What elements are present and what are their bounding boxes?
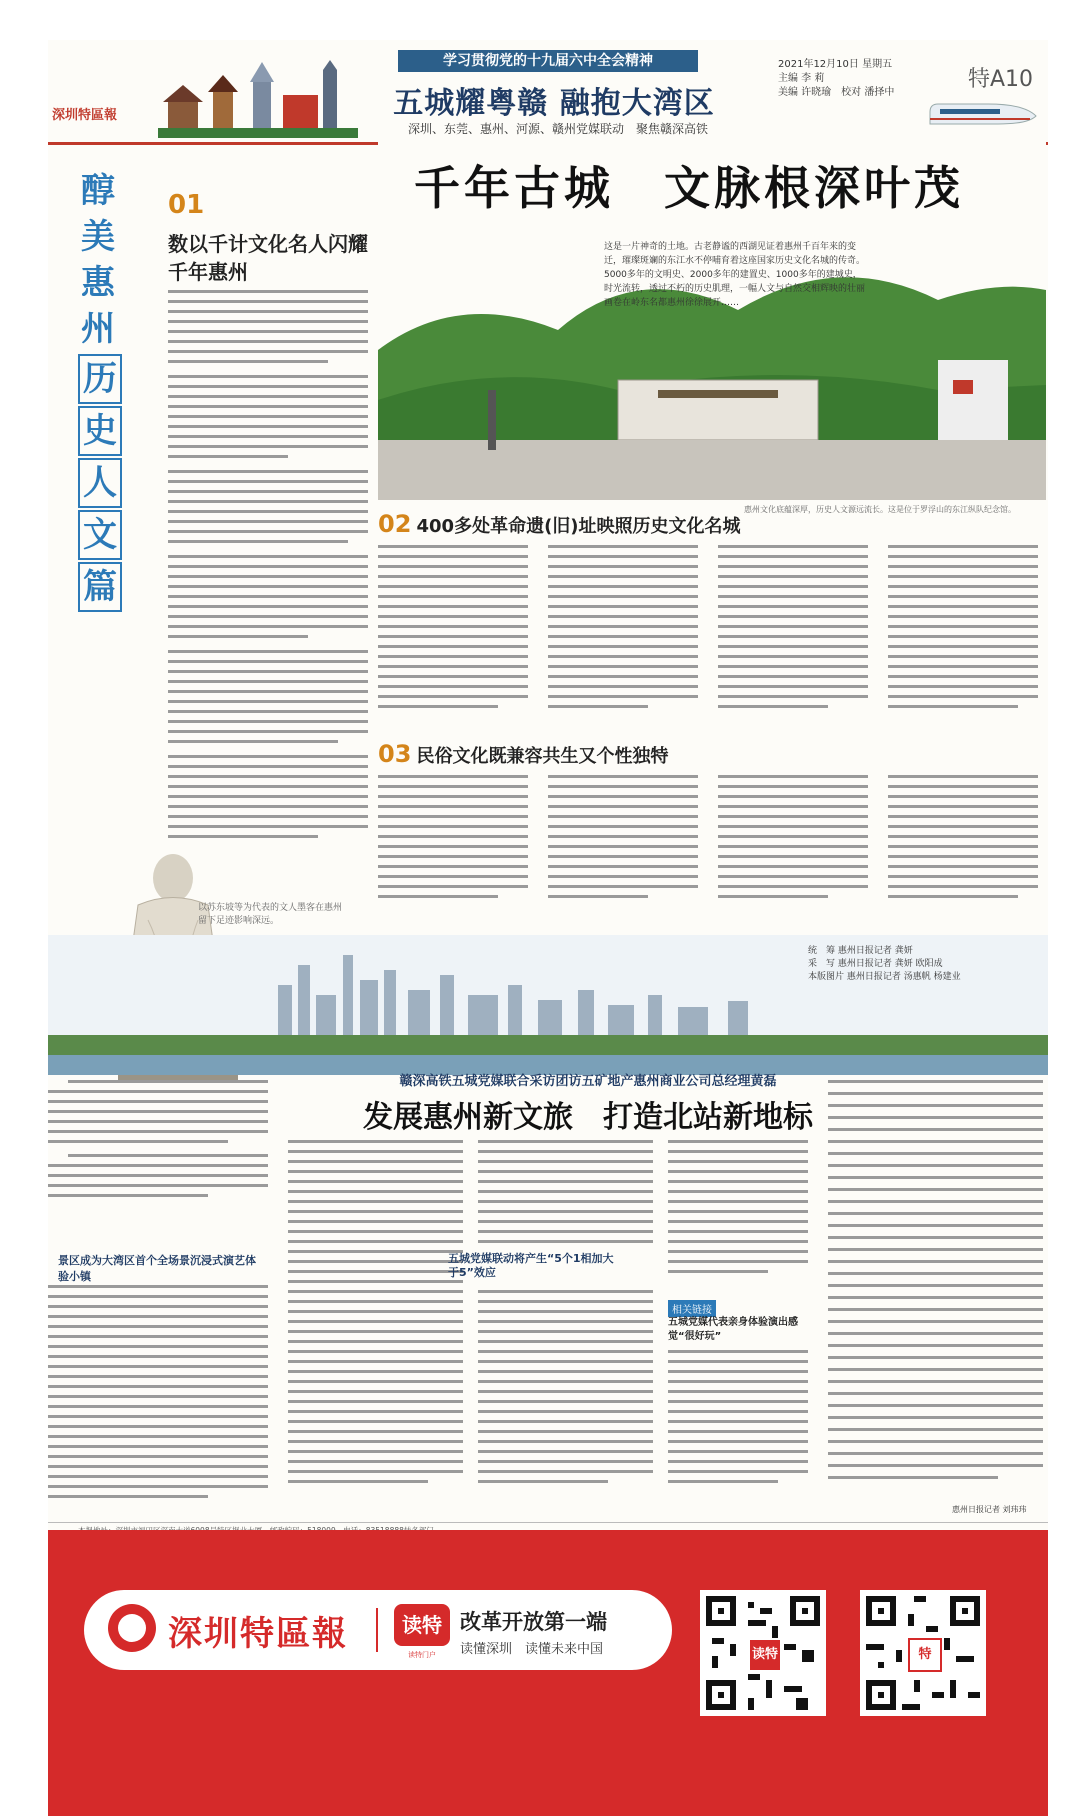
body-text-block bbox=[378, 545, 1046, 725]
newspaper-page bbox=[48, 40, 1048, 1530]
main-headline: 千年古城 文脉根深叶茂 bbox=[414, 161, 964, 215]
app-badge: 读特 bbox=[394, 1604, 450, 1646]
lower-kicker: 赣深高铁五城党媒联合采访团访五矿地产惠州商业公司总经理黄磊 bbox=[399, 1074, 777, 1089]
qr-code-newspaper[interactable] bbox=[860, 1590, 986, 1716]
banner-subtitle: 深圳、东莞、惠州、河源、赣州党媒联动 聚焦赣深高铁 bbox=[407, 122, 708, 136]
photo-caption: 惠州文化底蕴深厚，历史人文源远流长。这是位于罗浮山的东江纵队纪念馆。 bbox=[744, 505, 1016, 514]
vtitle-char: 惠 bbox=[81, 263, 115, 303]
page-header bbox=[48, 40, 1048, 145]
credit-line: 统 筹 惠州日报记者 龚妍 bbox=[808, 946, 913, 956]
vtitle-boxed-char: 人 bbox=[78, 458, 122, 508]
author-byline: 惠州日报记者 刘玮玮 bbox=[952, 1505, 1027, 1514]
body-text-block bbox=[48, 1285, 278, 1515]
landmark-skyline-image bbox=[158, 60, 358, 138]
section02-number: 02 bbox=[378, 510, 412, 538]
credit-line: 本版图片 惠州日报记者 汤惠帆 杨建业 bbox=[808, 972, 961, 982]
subhead-1: 景区成为大湾区首个全场景沉浸式演艺体验小镇 bbox=[58, 1254, 256, 1283]
body-text-block bbox=[668, 1350, 808, 1510]
divider bbox=[376, 1608, 378, 1652]
subhead-2: 五城党媒联动将产生“5个1相加大于5”效应 bbox=[448, 1252, 614, 1279]
related-link-title: 五城党媒代表亲身体验演出感觉“很好玩” bbox=[668, 1317, 798, 1342]
brand-pill bbox=[84, 1590, 672, 1670]
vtitle-boxed-char: 历 bbox=[78, 354, 122, 404]
slogan-sub: 读懂深圳 读懂未来中国 bbox=[460, 1642, 604, 1657]
related-link-label: 相关链接 bbox=[668, 1300, 716, 1317]
vtitle-boxed-char: 篇 bbox=[78, 562, 122, 612]
body-text-block bbox=[668, 1140, 808, 1290]
banner-headline: 五城耀粤赣 融抱大湾区 bbox=[393, 86, 715, 121]
section01-title: 数以千计文化名人闪耀千年惠州 bbox=[168, 232, 368, 284]
body-text-block bbox=[828, 1080, 1043, 1500]
intro-paragraph: 这是一片神奇的土地。古老静谧的西湖见证着惠州千百年来的变迁，璀璨斑斓的东江水不停哺育着这座国家历史文化名城的传奇。5000多年的文明史、2000多年的建置史、1000多年的建城史，时光流转，透过不朽的历史肌理，一幅人文与自然交相辉映的壮丽画卷在岭东名都惠州徐徐展开…… bbox=[604, 242, 866, 308]
banner-kicker: 学习贯彻党的十九届六中全会精神 bbox=[398, 50, 698, 72]
editor-line: 主编 李 莉 bbox=[778, 73, 825, 84]
section03-heading bbox=[378, 740, 669, 768]
body-text-block bbox=[378, 775, 1046, 935]
credit-line: 采 写 惠州日报记者 龚妍 欧阳成 bbox=[808, 959, 943, 969]
body-text-block bbox=[288, 1140, 658, 1510]
section03-number: 03 bbox=[378, 740, 412, 768]
section01-number: 01 bbox=[168, 190, 205, 220]
vtitle-boxed-char: 史 bbox=[78, 406, 122, 456]
vtitle-char: 美 bbox=[81, 217, 115, 257]
section03-title: 民俗文化既兼容共生又个性独特 bbox=[416, 746, 669, 767]
qr-center-badge: 读特 bbox=[748, 1638, 782, 1672]
issue-meta bbox=[778, 58, 894, 100]
high-speed-train-image bbox=[928, 96, 1038, 132]
section02-title: 400多处革命遗(旧)址映照历史文化名城 bbox=[416, 516, 741, 537]
body-text-block bbox=[168, 290, 368, 850]
newspaper-logo: 深圳特區報 bbox=[52, 108, 118, 123]
vtitle-char: 州 bbox=[81, 309, 115, 349]
vtitle-char: 醇 bbox=[81, 171, 115, 211]
section02-heading bbox=[378, 510, 741, 538]
body-text-block bbox=[48, 1080, 278, 1240]
statue-caption: 以苏东坡等为代表的文人墨客在惠州留下足迹影响深远。 bbox=[198, 903, 343, 926]
vertical-section-title bbox=[78, 168, 118, 612]
credits-block bbox=[808, 945, 961, 984]
page-number: 特A10 bbox=[968, 67, 1034, 92]
brand-name: 深圳特區報 bbox=[168, 1614, 348, 1654]
issue-date: 2021年12月10日 星期五 bbox=[778, 59, 893, 70]
vtitle-boxed-char: 文 bbox=[78, 510, 122, 560]
design-line: 美编 许晓瑜 校对 潘择中 bbox=[778, 87, 895, 98]
logo-inner-circle bbox=[118, 1614, 146, 1642]
qr-center-logo-icon: 特 bbox=[908, 1638, 942, 1672]
qr-code-dute[interactable] bbox=[700, 1590, 826, 1716]
lower-headline: 发展惠州新文旅 打造北站新地标 bbox=[363, 1100, 813, 1135]
bottom-advertisement bbox=[48, 1530, 1048, 1816]
slogan: 改革开放第一端 bbox=[460, 1610, 607, 1634]
app-badge-sub: 读特门户 bbox=[408, 1651, 436, 1659]
